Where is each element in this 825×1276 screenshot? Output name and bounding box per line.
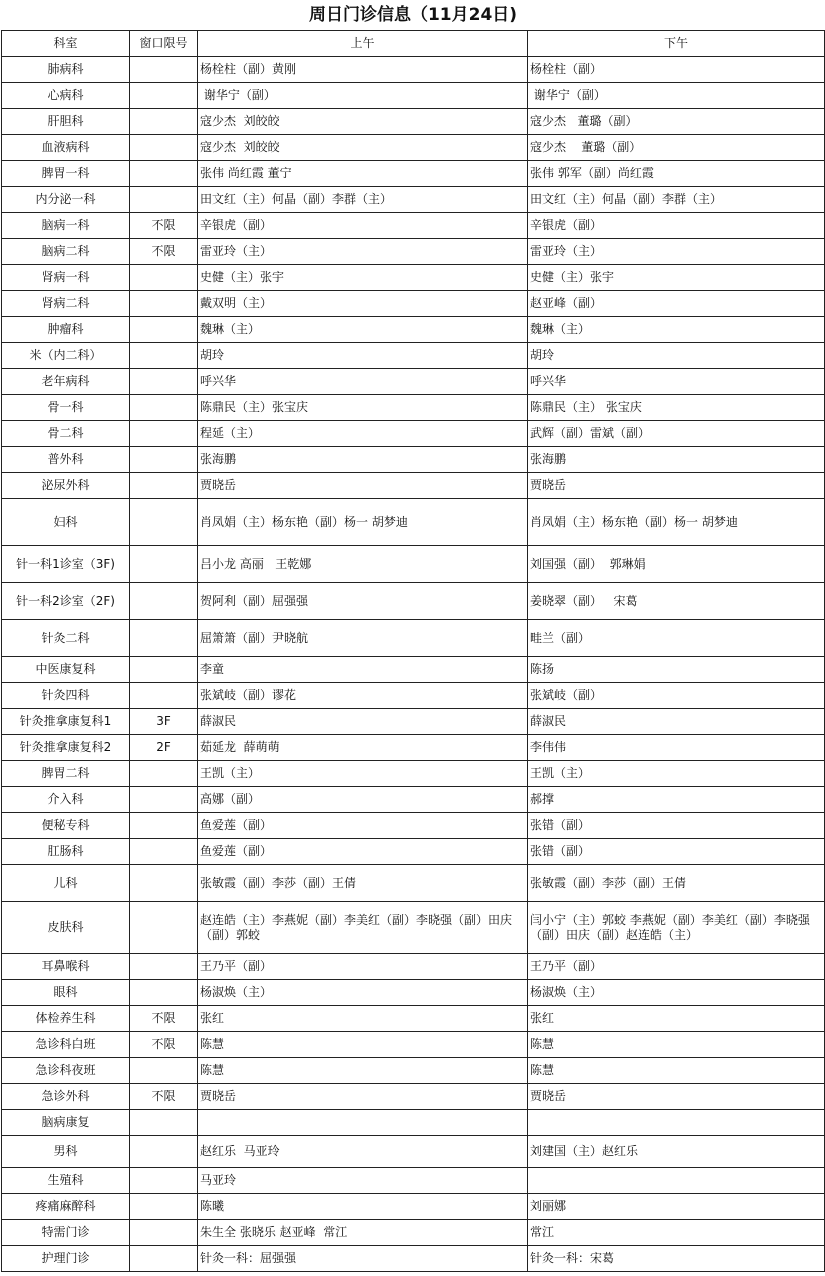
afternoon-doctors-cell: 针灸一科：宋葛 xyxy=(528,1246,825,1272)
afternoon-doctors-cell: 呼兴华 xyxy=(528,369,825,395)
table-row xyxy=(2,1110,825,1136)
afternoon-doctors-cell: 杨淑焕（主） xyxy=(528,980,825,1006)
morning-doctors-cell: 薛淑民 xyxy=(198,709,528,735)
afternoon-doctors-cell: 常江 xyxy=(528,1220,825,1246)
window-limit-cell xyxy=(130,343,198,369)
window-limit-cell xyxy=(130,161,198,187)
window-limit-cell xyxy=(130,839,198,865)
window-limit-cell xyxy=(130,902,198,954)
morning-doctors-cell: 陈曦 xyxy=(198,1194,528,1220)
afternoon-doctors-cell: 刘丽娜 xyxy=(528,1194,825,1220)
window-limit-cell xyxy=(130,317,198,343)
table-row xyxy=(2,683,825,709)
dept-cell: 妇科 xyxy=(2,499,130,546)
dept-cell: 急诊外科 xyxy=(2,1084,130,1110)
window-limit-cell: 不限 xyxy=(130,1084,198,1110)
window-limit-cell xyxy=(130,135,198,161)
dept-cell: 护理门诊 xyxy=(2,1246,130,1272)
morning-doctors-cell: 高娜（副） xyxy=(198,787,528,813)
afternoon-doctors-cell: 史健（主）张宇 xyxy=(528,265,825,291)
dept-cell: 急诊科夜班 xyxy=(2,1058,130,1084)
afternoon-doctors-cell: 陈慧 xyxy=(528,1058,825,1084)
dept-cell: 儿科 xyxy=(2,865,130,902)
morning-doctors-cell: 张敏霞（副）李莎（副）王倩 xyxy=(198,865,528,902)
header-morning: 上午 xyxy=(198,31,528,57)
dept-cell: 脾胃一科 xyxy=(2,161,130,187)
afternoon-doctors-cell: 肖凤娟（主）杨东艳（副）杨一 胡梦迪 xyxy=(528,499,825,546)
window-limit-cell xyxy=(130,1058,198,1084)
morning-doctors-cell: 陈慧 xyxy=(198,1058,528,1084)
morning-doctors-cell: 王凯（主） xyxy=(198,761,528,787)
table-row xyxy=(2,1136,825,1168)
morning-doctors-cell: 鱼爱莲（副） xyxy=(198,839,528,865)
morning-doctors-cell: 张斌岐（副）谬花 xyxy=(198,683,528,709)
dept-cell: 针灸二科 xyxy=(2,620,130,657)
dept-cell: 心病科 xyxy=(2,83,130,109)
table-row xyxy=(2,902,825,954)
morning-doctors-cell: 陈慧 xyxy=(198,1032,528,1058)
dept-cell: 老年病科 xyxy=(2,369,130,395)
morning-doctors-cell: 杨栓柱（副）黄刚 xyxy=(198,57,528,83)
afternoon-doctors-cell: 寇少杰 董璐（副） xyxy=(528,135,825,161)
morning-doctors-cell: 鱼爱莲（副） xyxy=(198,813,528,839)
window-limit-cell xyxy=(130,683,198,709)
afternoon-doctors-cell: 张错（副） xyxy=(528,813,825,839)
morning-doctors-cell: 王乃平（副） xyxy=(198,954,528,980)
table-row xyxy=(2,813,825,839)
window-limit-cell xyxy=(130,83,198,109)
table-row xyxy=(2,343,825,369)
afternoon-doctors-cell: 张敏霞（副）李莎（副）王倩 xyxy=(528,865,825,902)
afternoon-doctors-cell: 辛银虎（副） xyxy=(528,213,825,239)
morning-doctors-cell: 谢华宁（副） xyxy=(198,83,528,109)
table-row xyxy=(2,239,825,265)
afternoon-doctors-cell: 刘国强（副） 郭琳娟 xyxy=(528,546,825,583)
table-row xyxy=(2,954,825,980)
table-row xyxy=(2,1194,825,1220)
afternoon-doctors-cell: 陈鼎民（主） 张宝庆 xyxy=(528,395,825,421)
morning-doctors-cell: 杨淑焕（主） xyxy=(198,980,528,1006)
dept-cell: 骨一科 xyxy=(2,395,130,421)
dept-cell: 肛肠科 xyxy=(2,839,130,865)
window-limit-cell xyxy=(130,187,198,213)
window-limit-cell xyxy=(130,865,198,902)
afternoon-doctors-cell: 贾晓岳 xyxy=(528,473,825,499)
window-limit-cell xyxy=(130,421,198,447)
window-limit-cell xyxy=(130,395,198,421)
afternoon-doctors-cell: 王乃平（副） xyxy=(528,954,825,980)
afternoon-doctors-cell: 王凯（主） xyxy=(528,761,825,787)
dept-cell: 体检养生科 xyxy=(2,1006,130,1032)
morning-doctors-cell: 贾晓岳 xyxy=(198,1084,528,1110)
afternoon-doctors-cell: 张错（副） xyxy=(528,839,825,865)
morning-doctors-cell: 屈箫箫（副）尹晓航 xyxy=(198,620,528,657)
morning-doctors-cell: 赵连皓（主）李燕妮（副）李美红（副）李晓强（副）田庆（副）郭蛟 xyxy=(198,902,528,954)
afternoon-doctors-cell: 陈慧 xyxy=(528,1032,825,1058)
morning-doctors-cell: 朱生全 张晓乐 赵亚峰 常江 xyxy=(198,1220,528,1246)
table-row xyxy=(2,135,825,161)
window-limit-cell xyxy=(130,1246,198,1272)
table-row xyxy=(2,980,825,1006)
dept-cell: 疼痛麻醉科 xyxy=(2,1194,130,1220)
table-row xyxy=(2,1006,825,1032)
table-row xyxy=(2,761,825,787)
table-row xyxy=(2,1058,825,1084)
dept-cell: 男科 xyxy=(2,1136,130,1168)
table-row xyxy=(2,1246,825,1272)
afternoon-doctors-cell: 胡玲 xyxy=(528,343,825,369)
morning-doctors-cell: 贺阿利（副）屈强强 xyxy=(198,583,528,620)
window-limit-cell xyxy=(130,109,198,135)
table-row xyxy=(2,583,825,620)
window-limit-cell xyxy=(130,583,198,620)
afternoon-doctors-cell: 寇少杰 董璐（副） xyxy=(528,109,825,135)
table-row xyxy=(2,499,825,546)
morning-doctors-cell: 胡玲 xyxy=(198,343,528,369)
dept-cell: 脑病康复 xyxy=(2,1110,130,1136)
morning-doctors-cell: 程延（主） xyxy=(198,421,528,447)
dept-cell: 针灸推拿康复科1 xyxy=(2,709,130,735)
window-limit-cell xyxy=(130,57,198,83)
table-row xyxy=(2,787,825,813)
table-row xyxy=(2,109,825,135)
afternoon-doctors-cell: 赵亚峰（副） xyxy=(528,291,825,317)
window-limit-cell: 不限 xyxy=(130,213,198,239)
table-row xyxy=(2,265,825,291)
window-limit-cell xyxy=(130,1136,198,1168)
window-limit-cell xyxy=(130,473,198,499)
table-row xyxy=(2,291,825,317)
window-limit-cell xyxy=(130,761,198,787)
afternoon-doctors-cell: 魏琳（主） xyxy=(528,317,825,343)
window-limit-cell xyxy=(130,369,198,395)
table-row xyxy=(2,1220,825,1246)
table-row xyxy=(2,317,825,343)
afternoon-doctors-cell: 薛淑民 xyxy=(528,709,825,735)
window-limit-cell xyxy=(130,1220,198,1246)
window-limit-cell xyxy=(130,787,198,813)
window-limit-cell: 不限 xyxy=(130,239,198,265)
table-row xyxy=(2,546,825,583)
dept-cell: 针灸四科 xyxy=(2,683,130,709)
dept-cell: 肝胆科 xyxy=(2,109,130,135)
window-limit-cell xyxy=(130,291,198,317)
afternoon-doctors-cell: 郝撑 xyxy=(528,787,825,813)
clinic-schedule-table xyxy=(1,0,825,1272)
morning-doctors-cell: 张海鹏 xyxy=(198,447,528,473)
table-row xyxy=(2,735,825,761)
morning-doctors-cell: 戴双明（主） xyxy=(198,291,528,317)
morning-doctors-cell: 张红 xyxy=(198,1006,528,1032)
afternoon-doctors-cell xyxy=(528,1110,825,1136)
dept-cell: 生殖科 xyxy=(2,1168,130,1194)
dept-cell: 脾胃二科 xyxy=(2,761,130,787)
table-row xyxy=(2,657,825,683)
afternoon-doctors-cell: 武辉（副）雷斌（副） xyxy=(528,421,825,447)
afternoon-doctors-cell: 姜晓翠（副） 宋葛 xyxy=(528,583,825,620)
afternoon-doctors-cell xyxy=(528,1168,825,1194)
morning-doctors-cell: 李童 xyxy=(198,657,528,683)
dept-cell: 针灸推拿康复科2 xyxy=(2,735,130,761)
dept-cell: 皮肤科 xyxy=(2,902,130,954)
morning-doctors-cell: 针灸一科：屈强强 xyxy=(198,1246,528,1272)
dept-cell: 肿瘤科 xyxy=(2,317,130,343)
window-limit-cell xyxy=(130,1168,198,1194)
table-row xyxy=(2,421,825,447)
table-row xyxy=(2,213,825,239)
morning-doctors-cell: 魏琳（主） xyxy=(198,317,528,343)
afternoon-doctors-cell: 张斌岐（副） xyxy=(528,683,825,709)
dept-cell: 针一科2诊室（2F) xyxy=(2,583,130,620)
window-limit-cell: 2F xyxy=(130,735,198,761)
header-window-limit: 窗口限号 xyxy=(130,31,198,57)
window-limit-cell: 不限 xyxy=(130,1032,198,1058)
afternoon-doctors-cell: 贾晓岳 xyxy=(528,1084,825,1110)
afternoon-doctors-cell: 闫小宁（主）郭蛟 李燕妮（副）李美红（副）李晓强（副）田庆（副）赵连皓（主） xyxy=(528,902,825,954)
window-limit-cell xyxy=(130,546,198,583)
afternoon-doctors-cell: 田文红（主）何晶（副）李群（主） xyxy=(528,187,825,213)
morning-doctors-cell xyxy=(198,1110,528,1136)
morning-doctors-cell: 辛银虎（副） xyxy=(198,213,528,239)
table-row xyxy=(2,1168,825,1194)
dept-cell: 便秘专科 xyxy=(2,813,130,839)
table-header-row xyxy=(2,31,825,57)
dept-cell: 泌尿外科 xyxy=(2,473,130,499)
morning-doctors-cell: 寇少杰 刘皎皎 xyxy=(198,135,528,161)
afternoon-doctors-cell: 张红 xyxy=(528,1006,825,1032)
table-row xyxy=(2,447,825,473)
table-row xyxy=(2,83,825,109)
morning-doctors-cell: 史健（主）张宇 xyxy=(198,265,528,291)
afternoon-doctors-cell: 张海鹏 xyxy=(528,447,825,473)
dept-cell: 特需门诊 xyxy=(2,1220,130,1246)
morning-doctors-cell: 寇少杰 刘皎皎 xyxy=(198,109,528,135)
dept-cell: 脑病一科 xyxy=(2,213,130,239)
morning-doctors-cell: 贾晓岳 xyxy=(198,473,528,499)
window-limit-cell xyxy=(130,657,198,683)
header-dept: 科室 xyxy=(2,31,130,57)
dept-cell: 血液病科 xyxy=(2,135,130,161)
dept-cell: 中医康复科 xyxy=(2,657,130,683)
window-limit-cell xyxy=(130,620,198,657)
window-limit-cell xyxy=(130,447,198,473)
morning-doctors-cell: 陈鼎民（主）张宝庆 xyxy=(198,395,528,421)
window-limit-cell: 不限 xyxy=(130,1006,198,1032)
table-row xyxy=(2,620,825,657)
table-row xyxy=(2,1084,825,1110)
dept-cell: 骨二科 xyxy=(2,421,130,447)
morning-doctors-cell: 张伟 尚红霞 董宁 xyxy=(198,161,528,187)
morning-doctors-cell: 雷亚玲（主） xyxy=(198,239,528,265)
table-row xyxy=(2,369,825,395)
dept-cell: 普外科 xyxy=(2,447,130,473)
dept-cell: 眼科 xyxy=(2,980,130,1006)
dept-cell: 针一科1诊室（3F) xyxy=(2,546,130,583)
afternoon-doctors-cell: 刘建国（主）赵红乐 xyxy=(528,1136,825,1168)
page-title: 周日门诊信息（11月24日) xyxy=(2,0,825,31)
table-row xyxy=(2,865,825,902)
afternoon-doctors-cell: 谢华宁（副） xyxy=(528,83,825,109)
morning-doctors-cell: 肖凤娟（主）杨东艳（副）杨一 胡梦迪 xyxy=(198,499,528,546)
morning-doctors-cell: 茹延龙 薛萌萌 xyxy=(198,735,528,761)
window-limit-cell xyxy=(130,265,198,291)
dept-cell: 内分泌一科 xyxy=(2,187,130,213)
dept-cell: 急诊科白班 xyxy=(2,1032,130,1058)
afternoon-doctors-cell: 李伟伟 xyxy=(528,735,825,761)
window-limit-cell xyxy=(130,980,198,1006)
morning-doctors-cell: 赵红乐 马亚玲 xyxy=(198,1136,528,1168)
dept-cell: 肾病二科 xyxy=(2,291,130,317)
dept-cell: 介入科 xyxy=(2,787,130,813)
window-limit-cell xyxy=(130,1194,198,1220)
afternoon-doctors-cell: 畦兰（副） xyxy=(528,620,825,657)
dept-cell: 耳鼻喉科 xyxy=(2,954,130,980)
afternoon-doctors-cell: 陈扬 xyxy=(528,657,825,683)
table-row xyxy=(2,1032,825,1058)
afternoon-doctors-cell: 张伟 郭军（副）尚红霞 xyxy=(528,161,825,187)
dept-cell: 肺病科 xyxy=(2,57,130,83)
morning-doctors-cell: 田文红（主）何晶（副）李群（主） xyxy=(198,187,528,213)
window-limit-cell xyxy=(130,813,198,839)
header-afternoon: 下午 xyxy=(528,31,825,57)
table-row xyxy=(2,473,825,499)
table-row xyxy=(2,395,825,421)
afternoon-doctors-cell: 雷亚玲（主） xyxy=(528,239,825,265)
morning-doctors-cell: 马亚玲 xyxy=(198,1168,528,1194)
dept-cell: 米（内二科） xyxy=(2,343,130,369)
table-row xyxy=(2,57,825,83)
morning-doctors-cell: 吕小龙 高丽 王乾娜 xyxy=(198,546,528,583)
window-limit-cell: 3F xyxy=(130,709,198,735)
window-limit-cell xyxy=(130,954,198,980)
table-row xyxy=(2,161,825,187)
window-limit-cell xyxy=(130,1110,198,1136)
window-limit-cell xyxy=(130,499,198,546)
morning-doctors-cell: 呼兴华 xyxy=(198,369,528,395)
dept-cell: 肾病一科 xyxy=(2,265,130,291)
table-row xyxy=(2,187,825,213)
table-row xyxy=(2,839,825,865)
dept-cell: 脑病二科 xyxy=(2,239,130,265)
table-row xyxy=(2,709,825,735)
afternoon-doctors-cell: 杨栓柱（副） xyxy=(528,57,825,83)
